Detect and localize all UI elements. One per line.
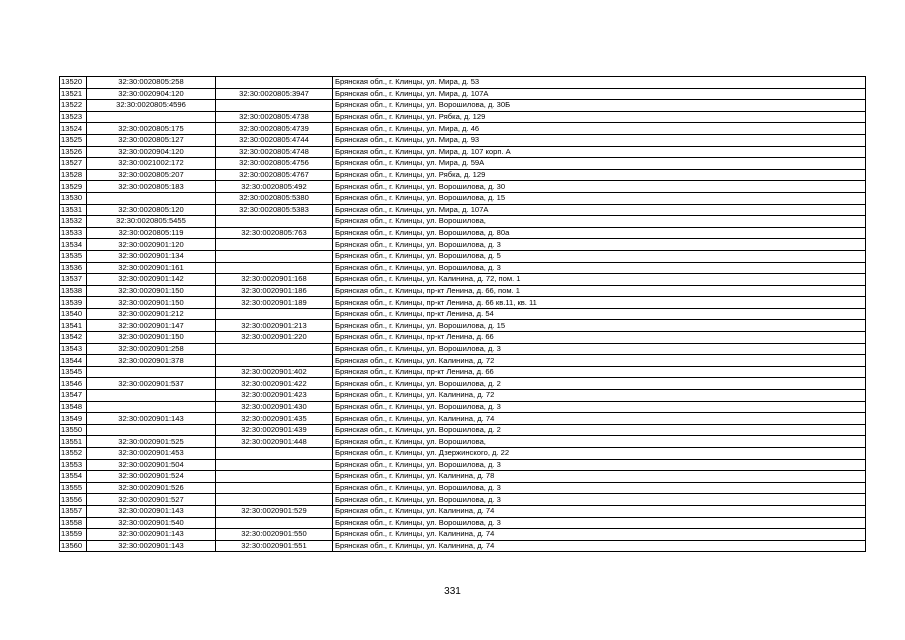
building-cadastral-number-cell: 32:30:0020805:4756 [216,158,333,170]
row-number-cell: 13531 [60,204,87,216]
table-row [60,192,866,204]
building-cadastral-number-cell: 32:30:0020901:220 [216,332,333,344]
row-number-cell: 13543 [60,343,87,355]
address-cell: Брянская обл., г. Клинцы, ул. Рябка, д. 129 [333,169,866,181]
table-row [60,308,866,320]
table-row [60,227,866,239]
building-cadastral-number-cell [216,250,333,262]
table-row [60,332,866,344]
row-number-cell: 13548 [60,401,87,413]
row-number-cell: 13541 [60,320,87,332]
address-cell: Брянская обл., г. Клинцы, ул. Калинина, д. 74 [333,505,866,517]
cadastral-number-cell: 32:30:0020901:120 [87,239,216,251]
cadastral-number-cell: 32:30:0020901:161 [87,262,216,274]
row-number-cell: 13538 [60,285,87,297]
address-cell: Брянская обл., г. Клинцы, ул. Мира, д. 107 корп. А [333,146,866,158]
row-number-cell: 13523 [60,111,87,123]
table-row [60,239,866,251]
cadastral-number-cell [87,111,216,123]
row-number-cell: 13536 [60,262,87,274]
cadastral-number-cell: 32:30:0020901:537 [87,378,216,390]
table-row [60,146,866,158]
address-cell: Брянская обл., г. Клинцы, ул. Калинина, д. 74 [333,413,866,425]
building-cadastral-number-cell: 32:30:0020901:423 [216,390,333,402]
building-cadastral-number-cell: 32:30:0020901:439 [216,424,333,436]
row-number-cell: 13526 [60,146,87,158]
table-row [60,355,866,367]
building-cadastral-number-cell [216,355,333,367]
table-row [60,413,866,425]
address-cell: Брянская обл., г. Клинцы, ул. Ворошилова, д. 30 [333,181,866,193]
row-number-cell: 13529 [60,181,87,193]
building-cadastral-number-cell: 32:30:0020805:492 [216,181,333,193]
building-cadastral-number-cell: 32:30:0020805:5380 [216,192,333,204]
table-row [60,158,866,170]
cadastral-number-cell: 32:30:0020805:207 [87,169,216,181]
building-cadastral-number-cell: 32:30:0020901:189 [216,297,333,309]
address-cell: Брянская обл., г. Клинцы, ул. Ворошилова, д. 15 [333,192,866,204]
address-cell: Брянская обл., г. Клинцы, ул. Мира, д. 59А [333,158,866,170]
cadastral-number-cell: 32:30:0020805:4596 [87,100,216,112]
table-row [60,424,866,436]
building-cadastral-number-cell [216,343,333,355]
cadastral-number-cell: 32:30:0020901:143 [87,540,216,552]
building-cadastral-number-cell: 32:30:0020805:4739 [216,123,333,135]
row-number-cell: 13540 [60,308,87,320]
building-cadastral-number-cell: 32:30:0020901:402 [216,366,333,378]
building-cadastral-number-cell: 32:30:0020901:430 [216,401,333,413]
cadastral-number-cell: 32:30:0020901:540 [87,517,216,529]
cadastral-number-cell: 32:30:0020901:524 [87,471,216,483]
row-number-cell: 13535 [60,250,87,262]
cadastral-number-cell: 32:30:0021002:172 [87,158,216,170]
cadastral-number-cell: 32:30:0020901:143 [87,529,216,541]
cadastral-number-cell: 32:30:0020901:142 [87,274,216,286]
address-cell: Брянская обл., г. Клинцы, ул. Ворошилова, д. 2 [333,424,866,436]
row-number-cell: 13559 [60,529,87,541]
address-cell: Брянская обл., г. Клинцы, пр-кт Ленина, д. 54 [333,308,866,320]
table-row [60,204,866,216]
cadastral-number-cell: 32:30:0020901:212 [87,308,216,320]
table-row [60,134,866,146]
address-cell: Брянская обл., г. Клинцы, ул. Ворошилова, д. 3 [333,517,866,529]
cadastral-number-cell [87,424,216,436]
row-number-cell: 13525 [60,134,87,146]
address-cell: Брянская обл., г. Клинцы, ул. Калинина, д. 74 [333,529,866,541]
row-number-cell: 13558 [60,517,87,529]
address-cell: Брянская обл., г. Клинцы, пр-кт Ленина, д. 66 [333,332,866,344]
address-cell: Брянская обл., г. Клинцы, ул. Ворошилова, д. 2 [333,378,866,390]
address-cell: Брянская обл., г. Клинцы, ул. Ворошилова, д. 80а [333,227,866,239]
table-row [60,169,866,181]
cadastral-number-cell: 32:30:0020805:175 [87,123,216,135]
cadastral-number-cell [87,390,216,402]
address-cell: Брянская обл., г. Клинцы, ул. Калинина, д. 72 [333,355,866,367]
building-cadastral-number-cell [216,471,333,483]
row-number-cell: 13555 [60,482,87,494]
row-number-cell: 13528 [60,169,87,181]
row-number-cell: 13521 [60,88,87,100]
table-row [60,77,866,89]
building-cadastral-number-cell: 32:30:0020805:4748 [216,146,333,158]
address-cell: Брянская обл., г. Клинцы, ул. Калинина, д. 72 [333,390,866,402]
row-number-cell: 13524 [60,123,87,135]
table-row [60,297,866,309]
building-cadastral-number-cell [216,239,333,251]
cadastral-number-cell: 32:30:0020805:5455 [87,216,216,228]
cadastral-number-cell: 32:30:0020805:127 [87,134,216,146]
cadastral-number-cell: 32:30:0020901:143 [87,413,216,425]
address-cell: Брянская обл., г. Клинцы, ул. Калинина, д. 78 [333,471,866,483]
table-row [60,262,866,274]
building-cadastral-number-cell [216,517,333,529]
cadastral-number-cell: 32:30:0020904:120 [87,88,216,100]
cadastral-number-cell: 32:30:0020805:119 [87,227,216,239]
address-cell: Брянская обл., г. Клинцы, ул. Калинина, д. 74 [333,540,866,552]
building-cadastral-number-cell: 32:30:0020901:435 [216,413,333,425]
address-cell: Брянская обл., г. Клинцы, пр-кт Ленина, д. 66 [333,366,866,378]
building-cadastral-number-cell: 32:30:0020805:4738 [216,111,333,123]
building-cadastral-number-cell [216,482,333,494]
cadastral-number-cell: 32:30:0020901:150 [87,285,216,297]
row-number-cell: 13553 [60,459,87,471]
table-row [60,482,866,494]
address-cell: Брянская обл., г. Клинцы, ул. Ворошилова, д. 15 [333,320,866,332]
address-cell: Брянская обл., г. Клинцы, ул. Ворошилова, д. 3 [333,459,866,471]
cadastral-number-cell: 32:30:0020904:120 [87,146,216,158]
address-cell: Брянская обл., г. Клинцы, ул. Ворошилова, [333,436,866,448]
table-row [60,250,866,262]
row-number-cell: 13530 [60,192,87,204]
address-cell: Брянская обл., г. Клинцы, ул. Мира, д. 53 [333,77,866,89]
row-number-cell: 13560 [60,540,87,552]
page-number: 331 [444,586,461,597]
cadastral-number-cell: 32:30:0020901:143 [87,505,216,517]
table-row [60,88,866,100]
address-cell: Брянская обл., г. Клинцы, ул. Ворошилова, д. 3 [333,482,866,494]
address-cell: Брянская обл., г. Клинцы, ул. Мира, д. 93 [333,134,866,146]
cadastral-number-cell: 32:30:0020901:147 [87,320,216,332]
row-number-cell: 13546 [60,378,87,390]
table-row [60,540,866,552]
cadastral-number-cell: 32:30:0020901:150 [87,297,216,309]
building-cadastral-number-cell: 32:30:0020901:551 [216,540,333,552]
building-cadastral-number-cell [216,494,333,506]
table-row [60,111,866,123]
table-row [60,436,866,448]
cadastral-number-cell: 32:30:0020901:504 [87,459,216,471]
table-row [60,494,866,506]
cadastral-number-cell: 32:30:0020805:120 [87,204,216,216]
row-number-cell: 13532 [60,216,87,228]
row-number-cell: 13556 [60,494,87,506]
building-cadastral-number-cell: 32:30:0020901:213 [216,320,333,332]
row-number-cell: 13537 [60,274,87,286]
table-row [60,378,866,390]
table-row [60,401,866,413]
address-cell: Брянская обл., г. Клинцы, ул. Ворошилова, д. 3 [333,494,866,506]
address-cell: Брянская обл., г. Клинцы, пр-кт Ленина, д. 66, пом. 1 [333,285,866,297]
address-cell: Брянская обл., г. Клинцы, ул. Ворошилова, д. 5 [333,250,866,262]
address-cell: Брянская обл., г. Клинцы, ул. Ворошилова, д. 30Б [333,100,866,112]
table-row [60,459,866,471]
row-number-cell: 13542 [60,332,87,344]
address-cell: Брянская обл., г. Клинцы, ул. Калинина, д. 72, пом. 1 [333,274,866,286]
address-cell: Брянская обл., г. Клинцы, ул. Ворошилова, д. 3 [333,343,866,355]
row-number-cell: 13547 [60,390,87,402]
building-cadastral-number-cell [216,262,333,274]
building-cadastral-number-cell: 32:30:0020901:550 [216,529,333,541]
row-number-cell: 13522 [60,100,87,112]
table-row [60,366,866,378]
row-number-cell: 13539 [60,297,87,309]
row-number-cell: 13533 [60,227,87,239]
row-number-cell: 13552 [60,448,87,460]
cadastral-number-cell: 32:30:0020901:378 [87,355,216,367]
address-cell: Брянская обл., г. Клинцы, ул. Мира, д. 46 [333,123,866,135]
cadastral-number-cell: 32:30:0020901:453 [87,448,216,460]
row-number-cell: 13545 [60,366,87,378]
cadastral-number-cell [87,192,216,204]
address-cell: Брянская обл., г. Клинцы, пр-кт Ленина, д. 66 кв.11, кв. 11 [333,297,866,309]
building-cadastral-number-cell: 32:30:0020901:186 [216,285,333,297]
cadastral-number-cell: 32:30:0020901:134 [87,250,216,262]
table-row [60,448,866,460]
address-cell: Брянская обл., г. Клинцы, ул. Мира, д. 107А [333,88,866,100]
cadastral-number-cell [87,366,216,378]
table-row [60,343,866,355]
row-number-cell: 13549 [60,413,87,425]
cadastral-number-cell: 32:30:0020901:525 [87,436,216,448]
building-cadastral-number-cell [216,459,333,471]
table-row [60,100,866,112]
building-cadastral-number-cell: 32:30:0020901:168 [216,274,333,286]
table-row [60,517,866,529]
building-cadastral-number-cell: 32:30:0020805:4744 [216,134,333,146]
row-number-cell: 13554 [60,471,87,483]
registry-table [59,76,866,552]
address-cell: Брянская обл., г. Клинцы, ул. Ворошилова, д. 3 [333,401,866,413]
cadastral-number-cell: 32:30:0020805:183 [87,181,216,193]
building-cadastral-number-cell: 32:30:0020805:5383 [216,204,333,216]
building-cadastral-number-cell [216,308,333,320]
table-row [60,320,866,332]
cadastral-number-cell: 32:30:0020901:150 [87,332,216,344]
table-row [60,285,866,297]
table-row [60,505,866,517]
building-cadastral-number-cell: 32:30:0020805:763 [216,227,333,239]
cadastral-number-cell: 32:30:0020901:526 [87,482,216,494]
building-cadastral-number-cell [216,100,333,112]
cadastral-number-cell: 32:30:0020901:258 [87,343,216,355]
address-cell: Брянская обл., г. Клинцы, ул. Дзержинского, д. 22 [333,448,866,460]
address-cell: Брянская обл., г. Клинцы, ул. Ворошилова, [333,216,866,228]
table-row [60,390,866,402]
table-row [60,529,866,541]
table-row [60,181,866,193]
row-number-cell: 13544 [60,355,87,367]
row-number-cell: 13550 [60,424,87,436]
address-cell: Брянская обл., г. Клинцы, ул. Ворошилова, д. 3 [333,239,866,251]
table-row [60,123,866,135]
table-row [60,274,866,286]
address-cell: Брянская обл., г. Клинцы, ул. Рябка, д. 129 [333,111,866,123]
row-number-cell: 13551 [60,436,87,448]
cadastral-number-cell: 32:30:0020901:527 [87,494,216,506]
cadastral-number-cell: 32:30:0020805:258 [87,77,216,89]
address-cell: Брянская обл., г. Клинцы, ул. Мира, д. 107А [333,204,866,216]
building-cadastral-number-cell [216,77,333,89]
table-row [60,216,866,228]
building-cadastral-number-cell: 32:30:0020805:3947 [216,88,333,100]
cadastral-number-cell [87,401,216,413]
row-number-cell: 13534 [60,239,87,251]
row-number-cell: 13527 [60,158,87,170]
building-cadastral-number-cell [216,216,333,228]
building-cadastral-number-cell [216,448,333,460]
building-cadastral-number-cell: 32:30:0020901:448 [216,436,333,448]
row-number-cell: 13520 [60,77,87,89]
building-cadastral-number-cell: 32:30:0020901:529 [216,505,333,517]
table-row [60,471,866,483]
address-cell: Брянская обл., г. Клинцы, ул. Ворошилова, д. 3 [333,262,866,274]
row-number-cell: 13557 [60,505,87,517]
building-cadastral-number-cell: 32:30:0020901:422 [216,378,333,390]
registry-table-body [60,77,866,552]
building-cadastral-number-cell: 32:30:0020805:4767 [216,169,333,181]
